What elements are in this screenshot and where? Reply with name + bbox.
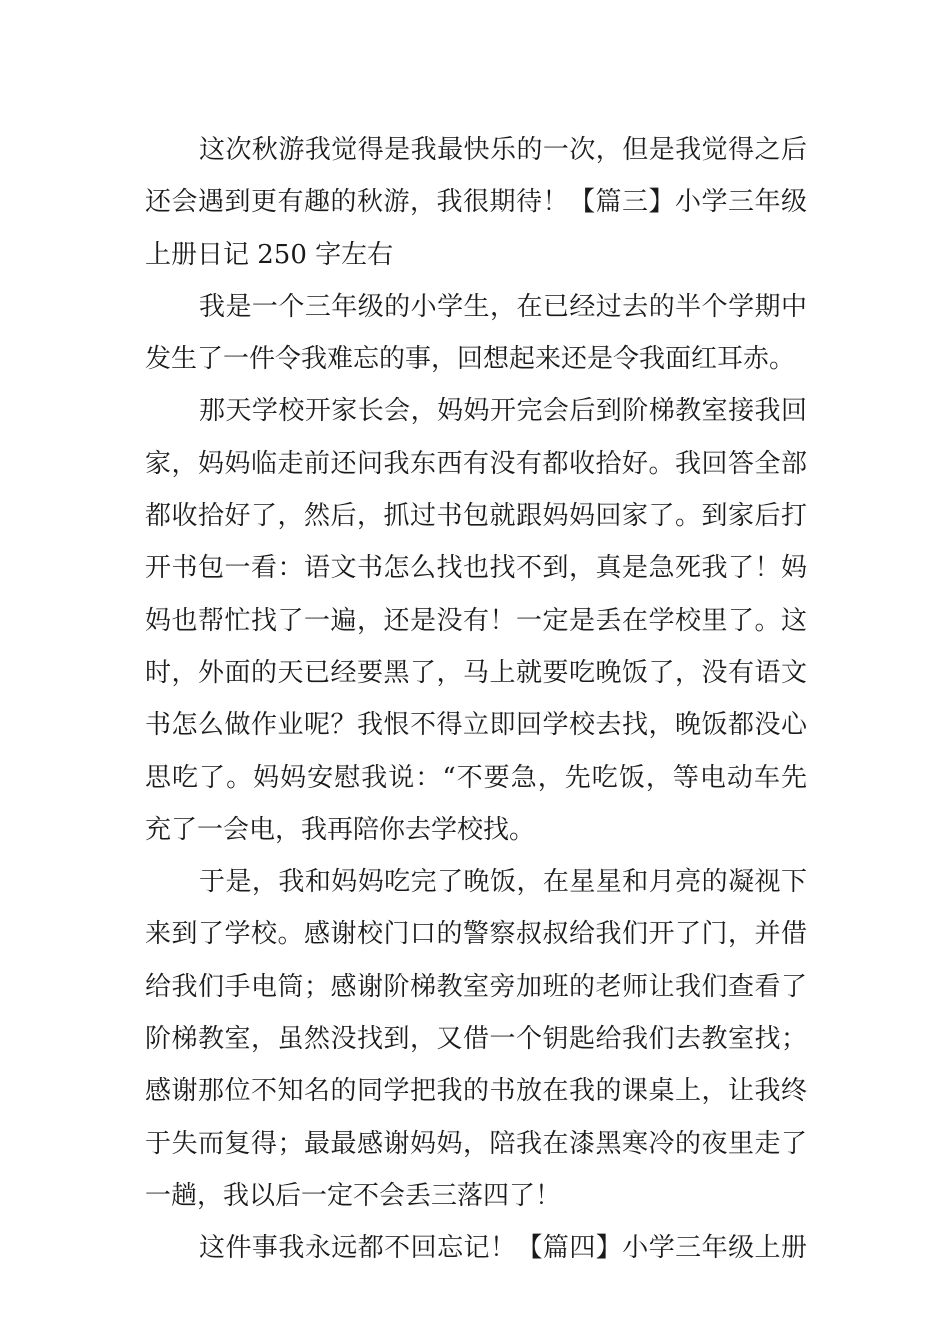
body-text bbox=[145, 124, 807, 1275]
text-line: 书怎么做作业呢？我恨不得立即回学校去找，晚饭都没心 bbox=[145, 710, 807, 741]
text-line: 那天学校开家长会，妈妈开完会后到阶梯教室接我回 bbox=[199, 396, 807, 427]
text-line: 开书包一看：语文书怎么找也找不到，真是急死我了！妈 bbox=[145, 553, 807, 584]
text-line: 阶梯教室，虽然没找到，又借一个钥匙给我们去教室找； bbox=[145, 1024, 807, 1055]
text-line: 发生了一件令我难忘的事，回想起来还是令我面红耳赤。 bbox=[145, 344, 796, 375]
text-line: 都收拾好了，然后，抓过书包就跟妈妈回家了。到家后打 bbox=[145, 501, 807, 532]
text-line: 我是一个三年级的小学生，在已经过去的半个学期中 bbox=[199, 291, 807, 322]
text-line: 充了一会电，我再陪你去学校找。 bbox=[145, 814, 536, 845]
text-line: 于是，我和妈妈吃完了晚饭，在星星和月亮的凝视下 bbox=[199, 867, 807, 898]
text-line: 这件事我永远都不回忘记！【篇四】小学三年级上册 bbox=[199, 1233, 807, 1264]
text-line: 妈也帮忙找了一遍，还是没有！一定是丢在学校里了。这 bbox=[145, 605, 807, 636]
text-line: 感谢那位不知名的同学把我的书放在我的课桌上，让我终 bbox=[145, 1076, 807, 1107]
text-line: 思吃了。妈妈安慰我说：“不要急，先吃饭，等电动车先 bbox=[145, 762, 807, 793]
text-line: 给我们手电筒；感谢阶梯教室旁加班的老师让我们查看了 bbox=[145, 971, 807, 1002]
text-line: 时，外面的天已经要黑了，马上就要吃晚饭了，没有语文 bbox=[145, 657, 807, 688]
text-line: 于失而复得；最最感谢妈妈，陪我在漆黑寒冷的夜里走了 bbox=[145, 1128, 807, 1159]
text-line: 上册日记 250 字左右 bbox=[145, 239, 394, 270]
text-line: 一趟，我以后一定不会丢三落四了！ bbox=[145, 1180, 562, 1211]
text-line: 来到了学校。感谢校门口的警察叔叔给我们开了门，并借 bbox=[145, 919, 807, 950]
text-line: 这次秋游我觉得是我最快乐的一次，但是我觉得之后 bbox=[199, 135, 807, 165]
text-line: 还会遇到更有趣的秋游，我很期待！【篇三】小学三年级 bbox=[145, 187, 807, 218]
text-line: 家，妈妈临走前还问我东西有没有都收拾好。我回答全部 bbox=[145, 448, 807, 479]
